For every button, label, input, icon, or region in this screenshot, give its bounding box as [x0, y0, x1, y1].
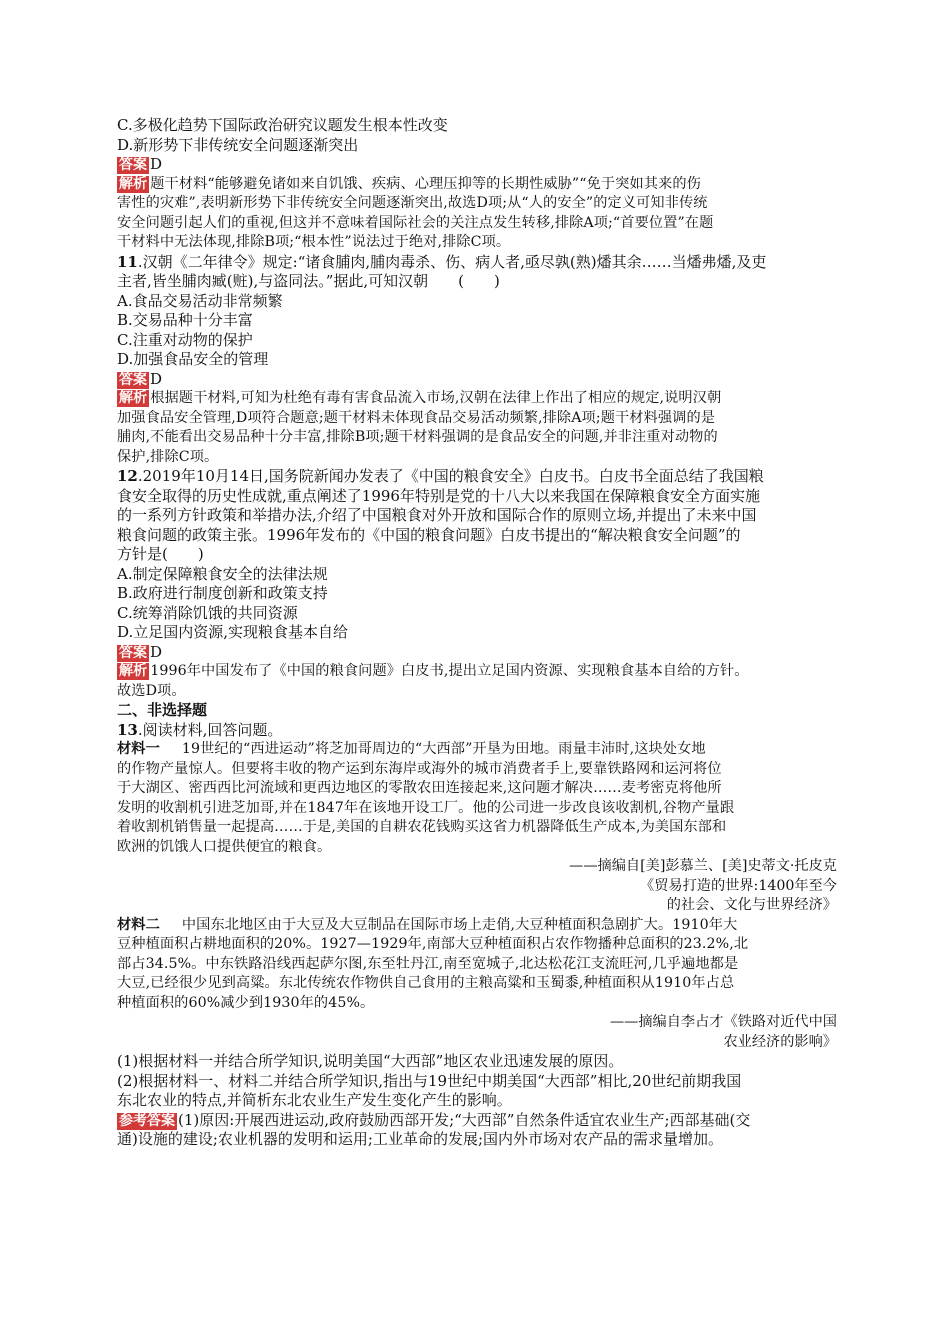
q11-option-b: B.交易品种十分丰富: [117, 311, 253, 329]
q11-analysis-line: 脯肉,不能看出交易品种十分丰富,排除B项;题干材料强调的是食品安全的问题,并非注重对动物的: [117, 429, 718, 445]
material-two-line: 种植面积的60%减少到1930年的45%。: [117, 994, 375, 1011]
q12-option-d: D.立足国内资源,实现粮食基本自给: [117, 623, 349, 641]
q10-analysis-line: 害性的灾难”,表明新形势下非传统安全问题逐渐突出,故选D项;从“人的安全”的定义可知非传统: [117, 195, 708, 211]
q10-option-c: C.多极化趋势下国际政治研究议题发生根本性改变: [117, 116, 448, 134]
material-two-citation: 农业经济的影响》: [723, 1033, 837, 1050]
q12-option-c: C.统筹消除饥饿的共同资源: [117, 603, 298, 622]
answer-tag: 答案: [119, 644, 147, 661]
q11-option-d: D.加强食品安全的管理: [117, 350, 269, 368]
material-two-line: 材料二 中国东北地区由于大豆及大豆制品在国际市场上走俏,大豆种植面积急剧扩大。1910年大: [117, 916, 738, 933]
q13-reference-answer-line: 通)设施的建设;农业机器的发明和运用;工业革命的发展;国内外市场对农产品的需求量增加。: [117, 1130, 724, 1148]
reference-answer-tag: 参考答案: [119, 1112, 175, 1129]
q12-stem-line: 食安全取得的历史性成就,重点阐述了1996年特别是党的十八大以来我国在保障粮食安全方面实施: [117, 486, 760, 505]
q11-number: 11: [117, 252, 138, 271]
analysis-tag: 解析: [119, 663, 148, 679]
material-one-line: 于大湖区、密西西比河流域和更西边地区的零散农田连接起来,这问题才解决……麦考密克将他所: [117, 780, 722, 796]
q13-number: 13: [117, 720, 138, 739]
material-two-line: 豆种植面积占耕地面积的20%。1927—1929年,南部大豆种植面积占农作物播种总面积的23.2%,北: [117, 936, 749, 952]
document-content: [117, 116, 837, 1150]
material-one-line: 发明的收割机引进芝加哥,并在1847年在该地开设工厂。他的公司进一步改良该收割机,谷物产量跟: [117, 799, 735, 816]
q13-sub-question-1: (1)根据材料一并结合所学知识,说明美国“大西部”地区农业迅速发展的原因。: [117, 1052, 624, 1070]
q10-answer-line: [117, 155, 837, 175]
q11-option-a: A.食品交易活动非常频繁: [117, 291, 283, 310]
material-two-line: 部占34.5%。中东铁路沿线西起萨尔图,东至牡丹江,南至宽城子,北达松花江支流旺河,几乎遍地都是: [117, 955, 739, 972]
q11-analysis-line: 解析 根据题干材料,可知为杜绝有毒有害食品流入市场,汉朝在法律上作出了相应的规定,说明汉朝: [119, 390, 722, 406]
material-one-line: 欧洲的饥饿人口提供便宜的粮食。: [117, 838, 332, 855]
analysis-tag: 解析: [119, 175, 148, 192]
q10-option-d: D.新形势下非传统安全问题逐渐突出: [117, 135, 359, 154]
material-two-line: 大豆,已经很少见到高粱。东北传统农作物供自己食用的主粮高粱和玉蜀黍,种植面积从1910年占总: [117, 975, 735, 991]
q12-answer: D: [150, 642, 163, 661]
q12-stem-line: 12.2019年10月14日,国务院新闻办发表了《中国的粮食安全》白皮书。白皮书全面总结了我国粮: [117, 467, 764, 485]
material-one-line: 材料一 19世纪的“西进运动”将芝加哥周边的“大西部”开垦为田地。雨量丰沛时,这块处女地: [117, 741, 706, 757]
q10-answer: D: [150, 155, 163, 173]
material-one-citation: 《贸易打造的世界:1400年至今: [640, 877, 837, 894]
q12-option-b: B.政府进行制度创新和政策支持: [117, 584, 328, 602]
q12-answer-line: [117, 643, 837, 663]
answer-tag: 答案: [119, 371, 147, 388]
material-one-line: 着收割机销售量一起提高……于是,美国的自耕农花钱购买这省力机器降低生产成本,为美国东部和: [117, 819, 727, 835]
material-two-citation: ——摘编自李占才《铁路对近代中国: [609, 1014, 837, 1030]
q11-option-c: C.注重对动物的保护: [117, 330, 253, 349]
q13-stem: 13.阅读材料,回答问题。: [117, 720, 283, 739]
q13-sub-question-2: (2)根据材料一、材料二并结合所学知识,指出与19世纪中期美国“大西部”相比,20世纪前期我国: [117, 1071, 742, 1090]
material-one-label: 材料一: [117, 741, 160, 757]
q12-stem-line: 方针是( ): [117, 545, 204, 563]
q11-answer-line: [117, 370, 837, 390]
q11-stem-line: 11.汉朝《二年律令》规定:“诸食脯肉,脯肉毒杀、伤、病人者,亟尽孰(熟)燔其余……当燔弗燔,及吏: [117, 252, 767, 271]
q11-analysis-line: 加强食品安全管理,D项符合题意;题干材料未体现食品交易活动频繁,排除A项;题干材料强调的是: [117, 409, 716, 426]
q12-analysis-line: 解析 1996年中国发布了《中国的粮食问题》白皮书,提出立足国内资源、实现粮食基本自给的方针。: [119, 663, 749, 679]
material-one-citation: 的社会、文化与世界经济》: [666, 897, 837, 913]
q13-reference-answer-line: 参考答案 (1)原因:开展西进运动,政府鼓励西部开发;“大西部”自然条件适宜农业生产;西部基础(交: [119, 1110, 751, 1129]
material-one-line: 的作物产量惊人。但要将丰收的物产运到东海岸或海外的城市消费者手上,要靠铁路网和运河将位: [117, 760, 722, 777]
q12-option-a: A.制定保障粮食安全的法律法规: [117, 564, 328, 583]
q11-stem-line: 主者,皆坐脯肉臧(赃),与盗同法。”据此,可知汉朝 ( ): [117, 272, 500, 290]
material-two-label: 材料二: [117, 916, 160, 933]
q12-number: 12: [117, 467, 138, 485]
section-heading: 二、非选择题: [117, 701, 208, 719]
q12-analysis-line: 故选D项。: [117, 682, 186, 699]
q10-analysis-line: 干材料中无法体现,排除B项;“根本性”说法过于绝对,排除C项。: [117, 234, 511, 250]
material-one-citation: ——摘编自[美]彭慕兰、[美]史蒂文·托皮克: [569, 858, 837, 874]
analysis-tag: 解析: [119, 390, 148, 406]
q12-stem-line: 的一系列方针政策和举措办法,介绍了中国粮食对外开放和国际合作的原则立场,并提出了未来中国: [117, 506, 757, 524]
q11-analysis-line: 保护,排除C项。: [117, 448, 219, 465]
answer-tag: 答案: [119, 157, 147, 173]
q10-analysis-line: 安全问题引起人们的重视,但这并不意味着国际社会的关注点发生转移,排除A项;“首要位置”在题: [117, 214, 714, 231]
q10-analysis-line: 解析 题干材料“能够避免诸如来自饥饿、疾病、心理压抑等的长期性威胁”“免于突如其来的伤: [119, 175, 701, 192]
q12-stem-line: 粮食问题的政策主张。1996年发布的《中国的粮食问题》白皮书提出的“解决粮食安全问题”的: [117, 525, 741, 544]
q13-sub-question-2: 东北农业的特点,并简析东北农业生产发生变化产生的影响。: [117, 1091, 512, 1109]
q11-answer: D: [150, 369, 163, 388]
